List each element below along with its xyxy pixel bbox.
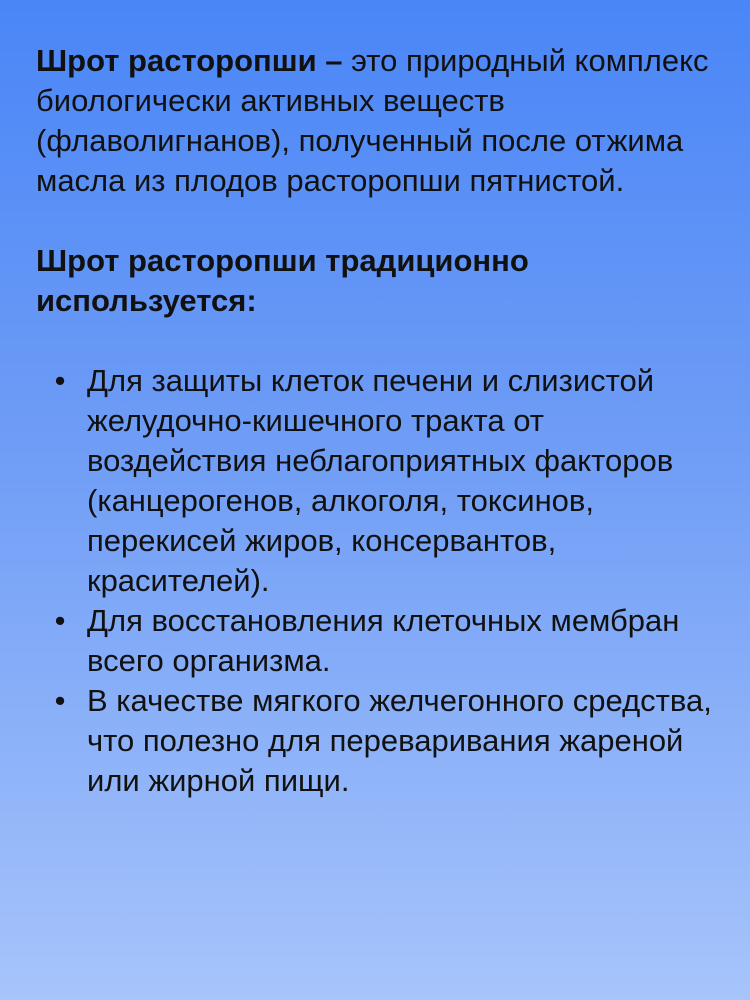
list-item-text: Для защиты клеток печени и слизистой желудочно-кишечного тракта от воздействия неблагоприятных факторов (канцерогенов, алкоголя, токсинов, перекисей жиров, консервантов, красителей). <box>87 363 674 598</box>
bullet-icon: • <box>54 603 66 638</box>
intro-paragraph <box>36 41 714 201</box>
list-item <box>36 361 714 601</box>
bullet-icon: • <box>54 363 66 398</box>
list-item <box>36 681 714 801</box>
list-item <box>36 601 714 681</box>
bullet-icon: • <box>54 683 66 718</box>
list-item-text: В качестве мягкого желчегонного средства, что полезно для переваривания жареной или жирной пищи. <box>87 683 712 798</box>
intro-body-text: это природный комплекс биологически активных веществ (флаволигнанов), полученный после отжима масла из плодов расторопши пятнистой. <box>36 43 709 198</box>
list-item-text: Для восстановления клеточных мембран всего организма. <box>87 603 680 678</box>
intro-strong-text: Шрот расторопши – <box>36 43 343 78</box>
section-title: Шрот расторопши традиционно используется: <box>36 243 529 318</box>
benefits-list <box>36 361 714 801</box>
